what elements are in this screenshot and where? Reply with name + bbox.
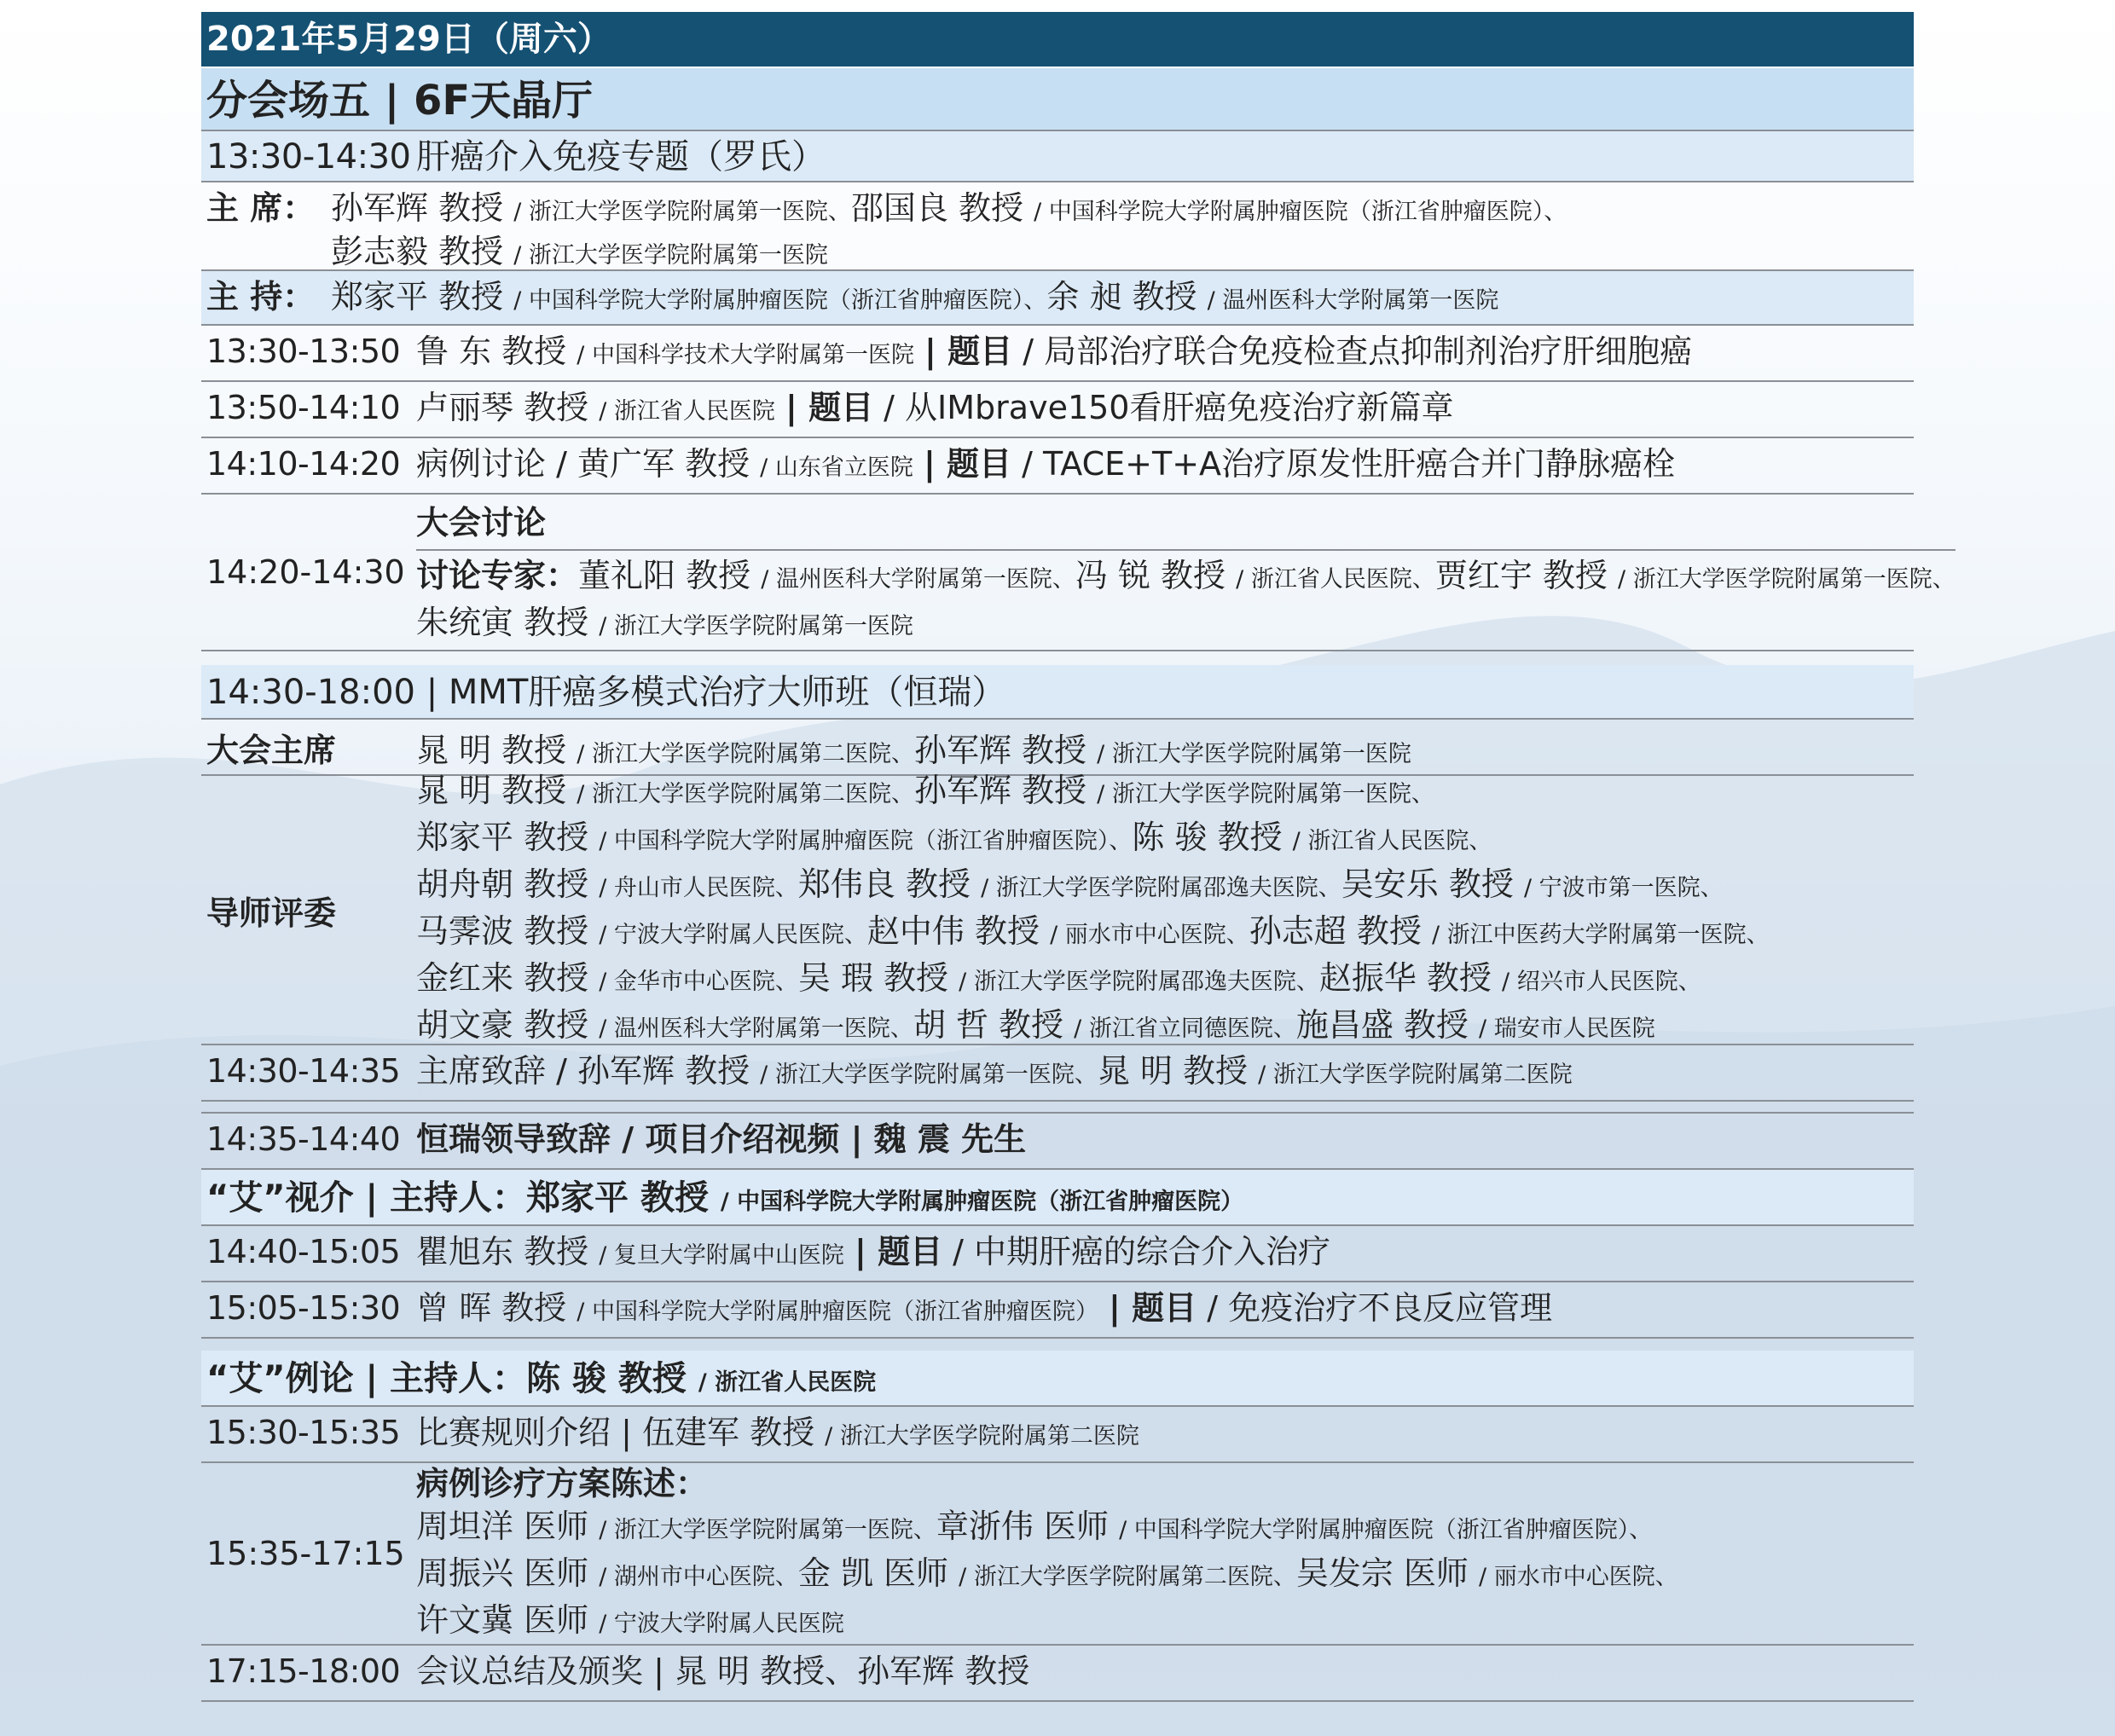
presenter-affiliation: / 丽水市中心医院、 (1479, 1563, 1678, 1590)
subsession-affiliation: / 中国科学院大学附属肿瘤医院（浙江省肿瘤医院） (720, 1189, 1244, 1215)
mentor-name: 赵中伟 教授 (866, 912, 1040, 950)
chair-row (201, 182, 1914, 271)
chair-name: 彭志毅 教授 (331, 233, 504, 270)
mentor-name: 胡舟朝 教授 (416, 865, 589, 903)
mentor-name: 吴安乐 教授 (1341, 865, 1514, 903)
mentor-name: 马霁波 教授 (416, 912, 589, 950)
session-header (201, 131, 1914, 182)
mentor-affiliation: / 温州医科大学附属第一医院、 (599, 1016, 913, 1042)
expert-affiliation: / 浙江大学医学院附属第一医院 (599, 613, 913, 639)
presenter-name: 章浙伟 医师 (936, 1507, 1109, 1545)
talk-time: 13:50-14:10 (206, 389, 401, 426)
presenter-affiliation: / 湖州市中心医院、 (599, 1563, 798, 1590)
topic-label: | 题目 (924, 333, 1013, 370)
talk-time: 17:15-18:00 (206, 1652, 401, 1690)
mentor-name: 施昌盛 教授 (1295, 1006, 1469, 1044)
mentor-name: 郑家平 教授 (416, 819, 589, 856)
talk-time: 14:40-15:05 (206, 1233, 401, 1270)
schedule-sheet (201, 12, 1956, 1702)
speaker-name: 鲁 东 教授 (416, 333, 567, 370)
chair-affiliation: / 浙江大学医学院附属第二医院、 (577, 740, 914, 767)
mentor-name: 郑伟良 教授 (797, 865, 971, 903)
chair-name: 邵国良 教授 (850, 189, 1023, 227)
mentor-name: 赵振华 教授 (1318, 959, 1492, 997)
talk-time: 15:05-15:30 (206, 1289, 401, 1327)
discussion-label: 讨论专家： (416, 557, 579, 594)
mentor-affiliation: / 中国科学院大学附属肿瘤医院（浙江省肿瘤医院）、 (599, 828, 1133, 854)
mentor-affiliation: / 宁波大学附属人民医院、 (599, 922, 867, 948)
chair-name: 晁 明 教授 (416, 731, 567, 769)
talk-type: 比赛规则介绍 | (416, 1414, 632, 1451)
mentor-affiliation: / 浙江大学医学院附属邵逸夫医院、 (981, 875, 1341, 901)
mentor-affiliation: / 丽水市中心医院、 (1050, 922, 1249, 948)
mentor-affiliation: / 浙江中医药大学附属第一医院、 (1431, 922, 1770, 948)
mentor-name: 金红来 教授 (416, 959, 589, 997)
mentor-affiliation: / 舟山市人民医院、 (599, 875, 798, 901)
discussion-row (201, 495, 1956, 651)
rules-row (201, 1407, 1914, 1463)
expert-name: 冯 锐 教授 (1075, 557, 1226, 594)
presenter-affiliation: / 浙江大学医学院附属第二医院、 (959, 1563, 1296, 1590)
chair-affiliation: / 浙江大学医学院附属第一医院 (1097, 740, 1411, 767)
chair-name: 孙军辉 教授 (913, 731, 1087, 769)
talk-title: / 局部治疗联合免疫检查点抑制剂治疗肝细胞癌 (1023, 333, 1693, 370)
mentor-affiliation: / 瑞安市人民医院 (1479, 1016, 1655, 1042)
closing-row (201, 1646, 1914, 1702)
mentor-affiliation: / 绍兴市人民医院、 (1502, 969, 1701, 995)
case-title: 病例诊疗方案陈述： (416, 1464, 709, 1502)
talk-type: 病例讨论 / (416, 445, 567, 483)
speaker-affiliation: / 山东省立医院 (760, 454, 913, 481)
topic-label: | 题目 (1109, 1289, 1197, 1327)
host-name: 郑家平 教授 (331, 278, 504, 315)
speaker-affiliation: / 浙江省人民医院 (599, 398, 775, 425)
talk-row (201, 438, 1914, 495)
presenter-name: 金 凯 医师 (797, 1554, 949, 1592)
speaker-name: 伍建军 教授 (641, 1414, 815, 1451)
speaker-affiliation: / 中国科学院大学附属肿瘤医院（浙江省肿瘤医院） (577, 1299, 1098, 1325)
session-header: 14:30-18:00 | MMT肝癌多模式治疗大师班（恒瑞） (201, 665, 1914, 720)
presenter-affiliation: / 浙江大学医学院附属第一医院、 (599, 1516, 936, 1543)
talk-title: / 中期肝癌的综合介入治疗 (953, 1233, 1331, 1270)
expert-name: 朱统寅 教授 (416, 604, 589, 641)
chair-affiliation: / 浙江大学医学院附属第一医院 (513, 242, 828, 269)
host-label: 主 持： (206, 278, 316, 315)
speaker-affiliation: / 浙江大学医学院附属第一医院、 (760, 1062, 1098, 1088)
mentor-name: 孙志超 教授 (1249, 912, 1422, 950)
speaker-affiliation: / 浙江大学医学院附属第二医院 (825, 1423, 1139, 1450)
host-name: 余 昶 教授 (1046, 278, 1197, 315)
chair-row (201, 720, 1914, 776)
talk-time: 13:30-13:50 (206, 333, 401, 370)
discussion-title: 大会讨论 (416, 496, 1956, 551)
presenter-name: 周坦洋 医师 (416, 1507, 589, 1545)
speaker-name: 瞿旭东 教授 (416, 1233, 589, 1270)
talk-time: 14:10-14:20 (206, 445, 401, 483)
presenter-name: 吴发宗 医师 (1295, 1554, 1469, 1592)
mentor-name: 胡文豪 教授 (416, 1006, 589, 1044)
expert-affiliation: / 温州医科大学附属第一医院、 (761, 566, 1075, 593)
speaker-name: 曾 晖 教授 (416, 1289, 567, 1327)
chair-name: 孙军辉 教授 (331, 189, 504, 227)
case-row (201, 1463, 1914, 1646)
expert-name: 贾红宇 教授 (1434, 557, 1608, 594)
presenter-affiliation: / 中国科学院大学附属肿瘤医院（浙江省肿瘤医院）、 (1119, 1516, 1653, 1543)
subsession-header (201, 1351, 1914, 1407)
subsession-affiliation: / 浙江省人民医院 (698, 1369, 877, 1396)
host-affiliation: / 中国科学院大学附属肿瘤医院（浙江省肿瘤医院）、 (513, 287, 1047, 314)
talk-row (201, 382, 1914, 438)
talk-title: 恒瑞领导致辞 / 项目介绍视频 | 魏 震 先生 (416, 1120, 1027, 1158)
date-header: 2021年5月29日（周六） (201, 12, 1914, 67)
topic-label: | 题目 (923, 445, 1012, 483)
session-title: 肝癌介入免疫专题（罗氏） (416, 137, 826, 176)
mentor-affiliation: / 金华市中心医院、 (599, 969, 798, 995)
talk-row (201, 1226, 1914, 1282)
subsession-header (201, 1170, 1914, 1226)
expert-name: 董礼阳 教授 (578, 557, 751, 594)
talk-title: / 免疫治疗不良反应管理 (1207, 1289, 1553, 1327)
talk-title: / 从IMbrave150看肝癌免疫治疗新篇章 (884, 389, 1454, 426)
mentor-affiliation: / 浙江大学医学院附属第一医院、 (1097, 781, 1434, 807)
subsession-title: “艾”例论 | 主持人：陈 骏 教授 (206, 1359, 687, 1398)
host-affiliation: / 温州医科大学附属第一医院 (1207, 287, 1499, 314)
talk-time: 15:30-15:35 (206, 1414, 401, 1451)
session-time: 13:30-14:30 (206, 137, 411, 176)
host-row (201, 271, 1914, 326)
speaker-name: 孙军辉 教授 (577, 1052, 750, 1090)
expert-affiliation: / 浙江大学医学院附属第一医院、 (1618, 566, 1956, 593)
mentor-affiliation: / 浙江省人民医院、 (1292, 828, 1492, 854)
mentor-affiliation: / 浙江省立同德医院、 (1074, 1016, 1296, 1042)
talk-time: 14:30-14:35 (206, 1052, 401, 1090)
mentor-name: 吴 瑕 教授 (797, 959, 949, 997)
mentor-name: 陈 骏 教授 (1132, 819, 1283, 856)
speaker-name: 卢丽琴 教授 (416, 389, 589, 426)
discussion-time: 14:20-14:30 (206, 553, 405, 591)
speaker-name: 晁 明 教授 (1097, 1052, 1249, 1090)
talk-time: 14:35-14:40 (206, 1120, 401, 1158)
talk-time: 15:35-17:15 (206, 1535, 405, 1572)
talk-title: 会议总结及颁奖 | 晁 明 教授、孙军辉 教授 (416, 1652, 1030, 1690)
chair-label: 大会主席 (206, 731, 337, 769)
speaker-affiliation: / 浙江大学医学院附属第二医院 (1258, 1062, 1573, 1088)
speaker-name: 黄广军 教授 (577, 445, 750, 483)
mentor-affiliation: / 浙江大学医学院附属邵逸夫医院、 (959, 969, 1319, 995)
mentor-name: 胡 哲 教授 (913, 1006, 1064, 1044)
mentor-affiliation: / 浙江大学医学院附属第二医院、 (577, 781, 914, 807)
talk-row (201, 1282, 1914, 1339)
presenter-name: 周振兴 医师 (416, 1554, 589, 1592)
expert-affiliation: / 浙江省人民医院、 (1236, 566, 1435, 593)
talk-type: 主席致辞 / (416, 1052, 567, 1090)
mentor-affiliation: / 宁波市第一医院、 (1523, 875, 1724, 901)
opening-row (201, 1045, 1914, 1102)
mentor-name: 孙军辉 教授 (913, 772, 1087, 809)
speaker-affiliation: / 中国科学技术大学附属第一医院 (577, 342, 914, 368)
mentor-label: 导师评委 (206, 894, 337, 932)
chair-label: 主 席： (206, 189, 316, 227)
talk-title: / TACE+T+A治疗原发性肝癌合并门静脉癌栓 (1022, 445, 1676, 483)
presenter-name: 许文冀 医师 (416, 1600, 589, 1639)
topic-label: | 题目 (854, 1233, 943, 1270)
topic-label: | 题目 (785, 389, 874, 426)
chair-affiliation: / 中国科学院大学附属肿瘤医院（浙江省肿瘤医院）、 (1034, 199, 1567, 225)
sponsor-row (201, 1114, 1914, 1170)
presenter-affiliation: / 宁波大学附属人民医院 (599, 1610, 844, 1637)
talk-row (201, 326, 1914, 382)
hall-header: 分会场五 | 6F天晶厅 (201, 67, 1914, 131)
speaker-affiliation: / 复旦大学附属中山医院 (599, 1242, 844, 1269)
mentor-name: 晁 明 教授 (416, 772, 567, 809)
subsession-title: “艾”视介 | 主持人：郑家平 教授 (206, 1178, 709, 1218)
chair-affiliation: / 浙江大学医学院附属第一医院、 (513, 199, 851, 225)
mentor-row (201, 772, 1914, 1045)
